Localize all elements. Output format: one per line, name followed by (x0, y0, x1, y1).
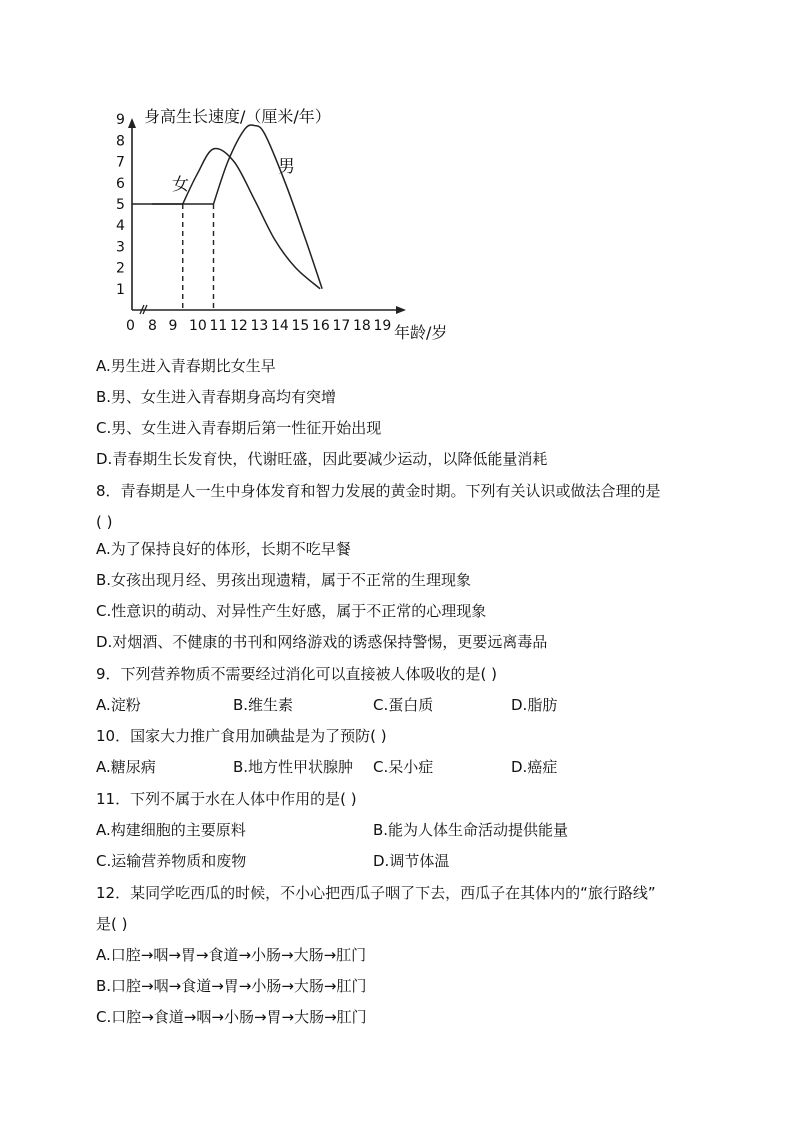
series-0-curve (183, 148, 320, 288)
q12-option-b: B.口腔→咽→食道→胃→小肠→大肠→肛门 (96, 977, 367, 995)
q7-option-d: D.青春期生长发育快，代谢旺盛，因此要减少运动，以降低能量消耗 (96, 450, 548, 468)
q11-option-c: C.运输营养物质和废物 (96, 852, 247, 870)
x-axis-label: 年龄/岁 (394, 323, 448, 342)
x-tick-label: 14 (271, 318, 289, 334)
y-tick-label: 3 (116, 239, 125, 256)
q7-option-a: A.男生进入青春期比女生早 (96, 357, 276, 375)
q7-option-b: B.男、女生进入青春期身高均有突增 (96, 388, 337, 406)
q10-stem: 10．国家大力推广食用加碘盐是为了预防( ) (96, 727, 387, 745)
x-tick-label: 8 (148, 318, 157, 334)
chart-axes (128, 118, 406, 314)
q10-option-c: C.呆小症 (373, 758, 434, 776)
series-label-female: 女 (172, 175, 189, 195)
x-tick-label: 0 (126, 318, 135, 334)
y-tick-label: 4 (116, 218, 125, 235)
q10-option-d: D.癌症 (511, 758, 558, 776)
q12-option-a: A.口腔→咽→胃→食道→小肠→大肠→肛门 (96, 946, 367, 964)
x-tick-label: 19 (373, 318, 392, 334)
chart-ticks (116, 112, 391, 334)
x-tick-label: 18 (353, 318, 371, 334)
x-tick-label: 11 (209, 318, 228, 334)
q12-stem-cont: 是( ) (96, 915, 128, 933)
y-tick-label: 5 (116, 197, 125, 213)
q9-option-a: A.淀粉 (96, 696, 141, 714)
q9-option-d: D.脂肪 (511, 696, 558, 714)
q10-option-a: A.糖尿病 (96, 758, 156, 776)
series-1-curve (214, 125, 323, 289)
q8-option-c: C.性意识的萌动、对异性产生好感，属于不正常的心理现象 (96, 602, 487, 620)
y-tick-label: 9 (116, 112, 125, 129)
y-tick-label: 8 (116, 133, 125, 150)
q9-option-b: B.维生素 (233, 696, 294, 714)
q10-option-b: B.地方性甲状腺肿 (233, 758, 354, 776)
q9-option-c: C.蛋白质 (373, 696, 434, 714)
x-tick-label: 16 (312, 318, 330, 334)
q8-stem-cont: ( ) (96, 513, 113, 531)
q9-stem: 9．下列营养物质不需要经过消化可以直接被人体吸收的是( ) (96, 665, 498, 683)
q8-option-a: A.为了保持良好的体形，长期不吃早餐 (96, 540, 351, 558)
q8-option-d: D.对烟酒、不健康的书刊和网络游戏的诱惑保持警惕，更要远离毒品 (96, 633, 548, 651)
y-tick-label: 6 (116, 175, 125, 192)
series-label-male: 男 (278, 157, 295, 177)
q11-option-b: B.能为人体生命活动提供能量 (373, 821, 569, 839)
q8-option-b: B.女孩出现月经、男孩出现遗精，属于不正常的生理现象 (96, 571, 472, 589)
q7-option-c: C.男、女生进入青春期后第一性征开始出现 (96, 419, 382, 437)
y-axis-arrow (128, 118, 136, 128)
y-tick-label: 7 (116, 154, 125, 171)
q8-stem: 8．青春期是人一生中身体发育和智力发展的黄金时期。下列有关认识或做法合理的是 (96, 482, 661, 500)
y-axis-label: 身高生长速度/（厘米/年） (144, 107, 331, 126)
y-tick-label: 2 (116, 260, 125, 277)
x-tick-label: 9 (168, 318, 178, 334)
q12-option-c: C.口腔→食道→咽→小肠→胃→大肠→肛门 (96, 1008, 367, 1026)
q12-stem: 12．某同学吃西瓜的时候，不小心把西瓜子咽了下去，西瓜子在其体内的“旅行路线” (96, 884, 656, 902)
q11-option-a: A.构建细胞的主要原料 (96, 821, 246, 839)
growth-rate-chart (108, 100, 468, 346)
x-tick-label: 17 (332, 318, 351, 334)
y-tick-label: 1 (116, 281, 125, 298)
x-tick-label: 10 (189, 318, 207, 334)
x-tick-label: 15 (291, 318, 310, 334)
q11-option-d: D.调节体温 (373, 852, 450, 870)
chart-series (132, 125, 322, 310)
x-axis-arrow (396, 306, 406, 314)
x-tick-label: 12 (230, 318, 248, 334)
q11-stem: 11．下列不属于水在人体中作用的是( ) (96, 790, 357, 808)
x-tick-label: 13 (250, 318, 269, 334)
